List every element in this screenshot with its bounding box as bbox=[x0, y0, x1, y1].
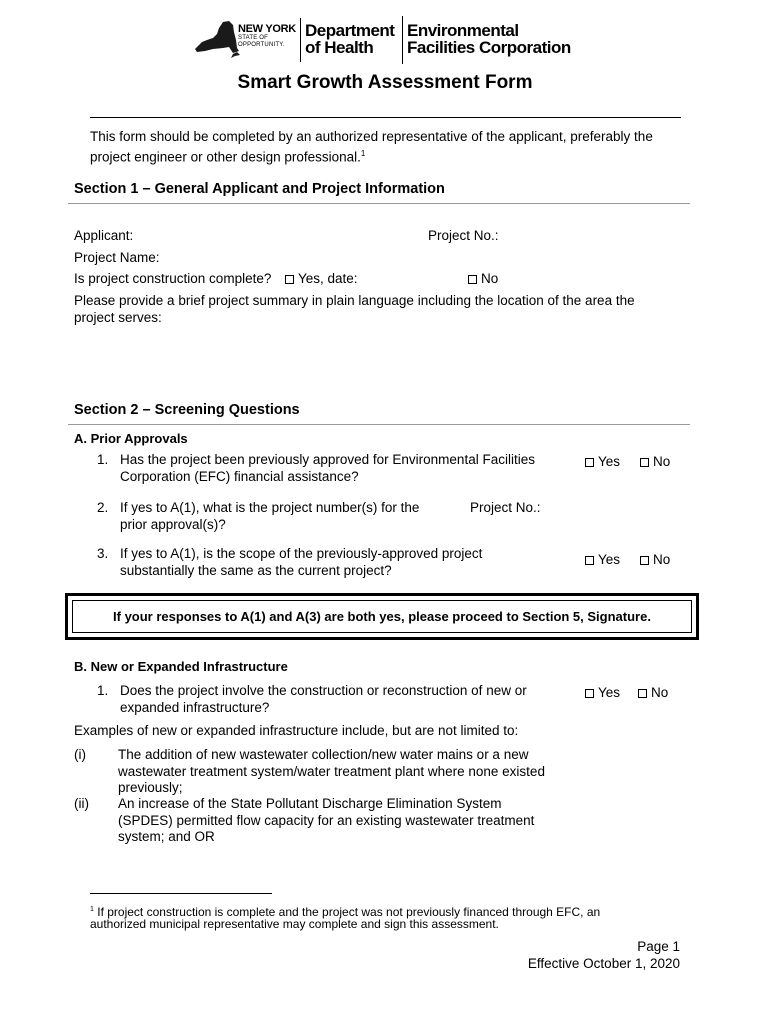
complete-yes-checkbox[interactable] bbox=[285, 275, 294, 284]
b1-no-label: No bbox=[651, 685, 669, 700]
b1-number: 1. bbox=[97, 683, 109, 698]
intro-line2 bbox=[90, 145, 365, 166]
complete-no-label: No bbox=[481, 271, 499, 286]
q1-line2: Corporation (EFC) financial assistance? bbox=[120, 469, 359, 484]
logo-efc-line2: Facilities Corporation bbox=[407, 38, 571, 57]
examples-intro: Examples of new or expanded infrastructure include, but are not limited to: bbox=[74, 723, 519, 738]
b1-yes-label: Yes bbox=[598, 685, 621, 700]
q1-no-option[interactable] bbox=[640, 453, 670, 470]
complete-yes-option[interactable] bbox=[285, 270, 358, 287]
b1-no-option[interactable] bbox=[638, 684, 668, 701]
logo-doh-line2: of Health bbox=[305, 38, 374, 57]
section2-rule bbox=[68, 424, 690, 425]
q2-line2: prior approval(s)? bbox=[120, 517, 226, 532]
q3-line1: If yes to A(1), is the scope of the previously-approved project bbox=[120, 546, 483, 561]
complete-yes-label: Yes, date: bbox=[298, 271, 358, 286]
example-i-line3: previously; bbox=[118, 780, 183, 795]
footnote-ref: 1 bbox=[360, 149, 366, 158]
q3-no-checkbox[interactable] bbox=[640, 556, 649, 565]
example-ii-number: (ii) bbox=[74, 796, 89, 811]
effective-date: Effective October 1, 2020 bbox=[527, 956, 680, 971]
project-name-label: Project Name: bbox=[74, 250, 160, 265]
logo-ny-line1: NEW YORK bbox=[238, 23, 296, 35]
section1-rule bbox=[68, 203, 690, 204]
complete-no-option[interactable] bbox=[468, 270, 498, 287]
q3-number: 3. bbox=[97, 546, 109, 561]
footnote-line1-text: If project construction is complete and the project was not previously financed through EFC, an bbox=[97, 905, 601, 919]
prior-approvals-heading: A. Prior Approvals bbox=[74, 431, 188, 446]
section1-heading: Section 1 – General Applicant and Project Information bbox=[74, 181, 445, 197]
logo-ny-line2: STATE OF bbox=[238, 35, 269, 41]
new-infrastructure-heading: B. New or Expanded Infrastructure bbox=[74, 659, 288, 674]
b1-line2: expanded infrastructure? bbox=[120, 700, 270, 715]
proceed-notice-text: If your responses to A(1) and A(3) are both yes, please proceed to Section 5, Signature. bbox=[113, 609, 651, 624]
q1-number: 1. bbox=[97, 452, 109, 467]
q3-yes-checkbox[interactable] bbox=[585, 556, 594, 565]
b1-yes-checkbox[interactable] bbox=[585, 689, 594, 698]
q1-no-checkbox[interactable] bbox=[640, 458, 649, 467]
b1-no-checkbox[interactable] bbox=[638, 689, 647, 698]
footnote-rule bbox=[90, 893, 272, 894]
q2-line1: If yes to A(1), what is the project number(s) for the bbox=[120, 500, 420, 515]
q2-project-no-label: Project No.: bbox=[470, 500, 541, 515]
footnote-line2: authorized municipal representative may complete and sign this assessment. bbox=[90, 917, 499, 931]
section2-heading: Section 2 – Screening Questions bbox=[74, 402, 300, 418]
q1-yes-option[interactable] bbox=[585, 453, 620, 470]
logo-divider bbox=[402, 16, 403, 64]
complete-no-checkbox[interactable] bbox=[468, 275, 477, 284]
example-ii-line1: An increase of the State Pollutant Discharge Elimination System bbox=[118, 796, 502, 811]
new-york-state-map-icon bbox=[193, 20, 241, 60]
q3-yes-label: Yes bbox=[598, 552, 621, 567]
example-i-number: (i) bbox=[74, 747, 86, 762]
b1-line1: Does the project involve the construction or reconstruction of new or bbox=[120, 683, 527, 698]
q1-line1: Has the project been previously approved for Environmental Facilities bbox=[120, 452, 535, 467]
b1-yes-option[interactable] bbox=[585, 684, 620, 701]
q1-no-label: No bbox=[653, 454, 671, 469]
logo-doh-line1: Department bbox=[305, 21, 395, 40]
title-rule bbox=[90, 117, 681, 118]
intro-line1: This form should be completed by an authorized representative of the applicant, preferably the bbox=[90, 129, 653, 144]
logo-efc-line1: Environmental bbox=[407, 21, 519, 40]
applicant-label: Applicant: bbox=[74, 228, 134, 243]
q3-no-label: No bbox=[653, 552, 671, 567]
construction-complete-question: Is project construction complete? bbox=[74, 271, 272, 286]
summary-line2: project serves: bbox=[74, 310, 162, 325]
q3-yes-option[interactable] bbox=[585, 551, 620, 568]
page-title: Smart Growth Assessment Form bbox=[237, 72, 533, 93]
proceed-notice-box bbox=[65, 593, 699, 640]
intro-line2-text: project engineer or other design professional. bbox=[90, 149, 361, 165]
q1-yes-checkbox[interactable] bbox=[585, 458, 594, 467]
example-ii-line2: (SPDES) permitted flow capacity for an existing wastewater treatment bbox=[118, 813, 535, 828]
q3-no-option[interactable] bbox=[640, 551, 670, 568]
header-logo bbox=[193, 14, 573, 66]
logo-divider bbox=[300, 18, 301, 62]
example-i-line1: The addition of new wastewater collection/new water mains or a new bbox=[118, 747, 529, 762]
footnote-number: 1 bbox=[90, 906, 94, 913]
page-number: Page 1 bbox=[637, 939, 680, 954]
q2-number: 2. bbox=[97, 500, 109, 515]
example-i-line2: wastewater treatment system/water treatment plant where none existed bbox=[118, 764, 545, 779]
q1-yes-label: Yes bbox=[598, 454, 621, 469]
project-no-label: Project No.: bbox=[428, 228, 499, 243]
summary-line1: Please provide a brief project summary in plain language including the location of the area the bbox=[74, 293, 635, 308]
q3-line2: substantially the same as the current project? bbox=[120, 563, 392, 578]
example-ii-line3: system; and OR bbox=[118, 829, 215, 844]
logo-ny-line3: OPPORTUNITY. bbox=[238, 42, 285, 48]
